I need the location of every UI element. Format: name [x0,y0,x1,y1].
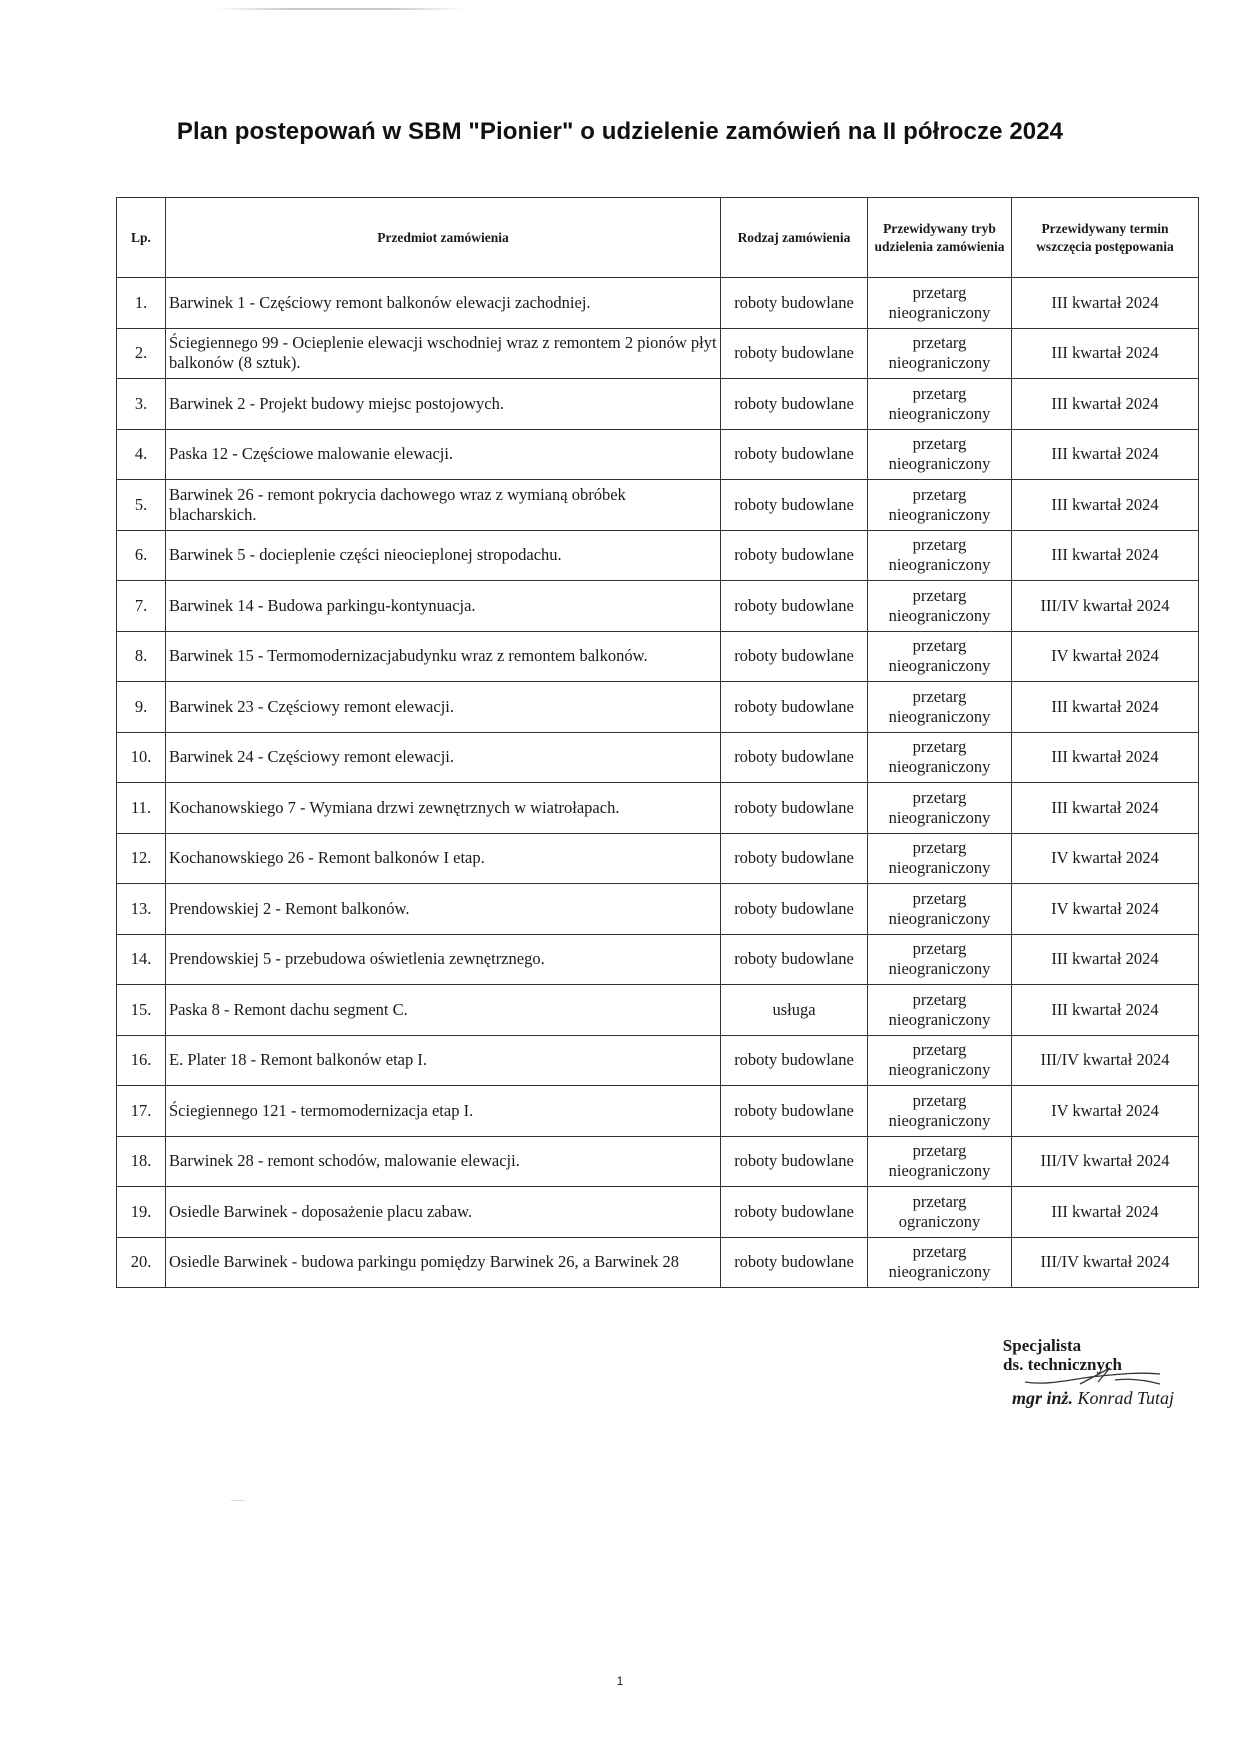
cell-mode [868,682,1012,733]
cell-subject: Ściegiennego 99 - Ocieplenie elewacji wschodniej wraz z remontem 2 pionów płyt balkonów (8 sztuk). [166,328,721,379]
cell-term: III kwartał 2024 [1012,1187,1199,1238]
cell-subject: Prendowskiej 2 - Remont balkonów. [166,884,721,935]
mode-line2: nieograniczony [888,1161,991,1181]
procurement-plan-table [116,197,1199,1288]
cell-mode [868,1035,1012,1086]
cell-kind: roboty budowlane [721,480,868,531]
cell-mode [868,783,1012,834]
cell-kind: roboty budowlane [721,1237,868,1288]
mode-line2: nieograniczony [888,504,991,524]
header-subject: Przedmiot zamówienia [166,198,721,278]
handwritten-signature [1020,1360,1170,1390]
cell-kind: roboty budowlane [721,732,868,783]
mode-line1: przetarg [912,282,967,302]
table-row [117,328,1199,379]
cell-lp: 7. [117,581,166,632]
mode-line1: przetarg [912,787,967,807]
cell-subject: Kochanowskiego 26 - Remont balkonów I etap. [166,833,721,884]
cell-term: III kwartał 2024 [1012,429,1199,480]
cell-lp: 10. [117,732,166,783]
table-row [117,783,1199,834]
cell-mode [868,833,1012,884]
cell-mode [868,732,1012,783]
cell-term: III kwartał 2024 [1012,530,1199,581]
cell-term: IV kwartał 2024 [1012,833,1199,884]
cell-term: IV kwartał 2024 [1012,884,1199,935]
cell-kind: roboty budowlane [721,1086,868,1137]
cell-kind: roboty budowlane [721,934,868,985]
scan-artifact-line [215,8,465,10]
signature-name-text: Konrad Tutaj [1077,1388,1174,1408]
cell-mode [868,328,1012,379]
cell-term: III kwartał 2024 [1012,934,1199,985]
cell-kind: roboty budowlane [721,530,868,581]
table-row [117,934,1199,985]
cell-mode [868,1187,1012,1238]
table-row [117,1187,1199,1238]
table-row [117,1237,1199,1288]
mode-line1: przetarg [912,888,967,908]
mode-line1: przetarg [912,1040,967,1060]
mode-line1: przetarg [912,535,967,555]
cell-lp: 18. [117,1136,166,1187]
mode-line2: nieograniczony [888,959,991,979]
mode-line1: przetarg [912,989,967,1009]
cell-lp: 5. [117,480,166,531]
mode-line2: nieograniczony [888,1009,991,1029]
table-body [117,278,1199,1288]
mode-line2: ograniczony [898,1211,981,1231]
mode-line1: przetarg [912,333,967,353]
cell-lp: 3. [117,379,166,430]
table-header-row [117,198,1199,278]
mode-line2: nieograniczony [888,858,991,878]
cell-mode [868,631,1012,682]
cell-term: III kwartał 2024 [1012,379,1199,430]
cell-term: III kwartał 2024 [1012,480,1199,531]
mode-line2: nieograniczony [888,403,991,423]
cell-mode [868,1136,1012,1187]
mode-line1: przetarg [912,939,967,959]
cell-subject: Barwinek 24 - Częściowy remont elewacji. [166,732,721,783]
cell-kind: roboty budowlane [721,278,868,329]
cell-subject: Barwinek 2 - Projekt budowy miejsc postojowych. [166,379,721,430]
cell-subject: Barwinek 23 - Częściowy remont elewacji. [166,682,721,733]
mode-line2: nieograniczony [888,302,991,322]
table-row [117,278,1199,329]
table-row [117,581,1199,632]
cell-lp: 19. [117,1187,166,1238]
cell-kind: usługa [721,985,868,1036]
mode-line1: przetarg [912,636,967,656]
table-row [117,1086,1199,1137]
cell-term: III kwartał 2024 [1012,328,1199,379]
cell-lp: 9. [117,682,166,733]
mode-line1: przetarg [912,737,967,757]
cell-kind: roboty budowlane [721,833,868,884]
table-row [117,985,1199,1036]
cell-kind: roboty budowlane [721,379,868,430]
cell-term: III kwartał 2024 [1012,783,1199,834]
cell-subject: Ściegiennego 121 - termomodernizacja etap I. [166,1086,721,1137]
mode-line2: nieograniczony [888,555,991,575]
cell-kind: roboty budowlane [721,1187,868,1238]
mode-line2: nieograniczony [888,353,991,373]
cell-subject: Barwinek 28 - remont schodów, malowanie elewacji. [166,1136,721,1187]
cell-lp: 8. [117,631,166,682]
cell-subject: Barwinek 1 - Częściowy remont balkonów elewacji zachodniej. [166,278,721,329]
cell-mode [868,278,1012,329]
cell-lp: 12. [117,833,166,884]
cell-lp: 6. [117,530,166,581]
mode-line1: przetarg [912,585,967,605]
cell-mode [868,985,1012,1036]
table-row [117,480,1199,531]
mode-line2: nieograniczony [888,656,991,676]
page-title: Plan postepowań w SBM "Pionier" o udzielenie zamówień na II półrocze 2024 [176,118,1064,145]
cell-lp: 13. [117,884,166,935]
cell-kind: roboty budowlane [721,783,868,834]
mode-line2: nieograniczony [888,605,991,625]
cell-subject: Paska 8 - Remont dachu segment C. [166,985,721,1036]
cell-mode [868,581,1012,632]
mode-line1: przetarg [912,383,967,403]
cell-mode [868,480,1012,531]
mode-line2: nieograniczony [888,706,991,726]
mode-line2: nieograniczony [888,1060,991,1080]
cell-lp: 20. [117,1237,166,1288]
cell-subject: Osiedle Barwinek - budowa parkingu pomiędzy Barwinek 26, a Barwinek 28 [166,1237,721,1288]
cell-subject: Barwinek 15 - Termomodernizacjabudynku wraz z remontem balkonów. [166,631,721,682]
scan-speck [231,1500,245,1501]
cell-kind: roboty budowlane [721,429,868,480]
table-row [117,379,1199,430]
cell-kind: roboty budowlane [721,581,868,632]
cell-term: III kwartał 2024 [1012,278,1199,329]
cell-mode [868,934,1012,985]
cell-kind: roboty budowlane [721,1136,868,1187]
table-row [117,833,1199,884]
cell-lp: 1. [117,278,166,329]
cell-kind: roboty budowlane [721,1035,868,1086]
header-kind: Rodzaj zamówienia [721,198,868,278]
signature-name [1012,1388,1174,1409]
cell-subject: Paska 12 - Częściowe malowanie elewacji. [166,429,721,480]
mode-line2: nieograniczony [888,1262,991,1282]
cell-subject: Osiedle Barwinek - doposażenie placu zabaw. [166,1187,721,1238]
table-row [117,429,1199,480]
mode-line1: przetarg [912,1191,967,1211]
cell-lp: 11. [117,783,166,834]
header-lp: Lp. [117,198,166,278]
cell-term: III/IV kwartał 2024 [1012,1237,1199,1288]
mode-line2: nieograniczony [888,757,991,777]
mode-line1: przetarg [912,434,967,454]
signature-role-line2: ds. technicznych [1003,1355,1122,1374]
cell-term: III/IV kwartał 2024 [1012,581,1199,632]
cell-lp: 14. [117,934,166,985]
cell-lp: 16. [117,1035,166,1086]
page-number: 1 [616,1674,624,1688]
header-term: Przewidywany termin wszczęcia postępowania [1012,198,1199,278]
mode-line2: nieograniczony [888,1110,991,1130]
cell-kind: roboty budowlane [721,328,868,379]
cell-lp: 2. [117,328,166,379]
mode-line2: nieograniczony [888,807,991,827]
cell-mode [868,1086,1012,1137]
cell-subject: Barwinek 5 - docieplenie części nieocieplonej stropodachu. [166,530,721,581]
mode-line1: przetarg [912,484,967,504]
cell-mode [868,379,1012,430]
cell-lp: 15. [117,985,166,1036]
cell-term: III/IV kwartał 2024 [1012,1035,1199,1086]
cell-kind: roboty budowlane [721,682,868,733]
cell-subject: Barwinek 26 - remont pokrycia dachowego wraz z wymianą obróbek blacharskich. [166,480,721,531]
cell-term: III kwartał 2024 [1012,985,1199,1036]
cell-kind: roboty budowlane [721,884,868,935]
cell-term: IV kwartał 2024 [1012,631,1199,682]
mode-line1: przetarg [912,838,967,858]
mode-line2: nieograniczony [888,454,991,474]
cell-lp: 17. [117,1086,166,1137]
cell-subject: Kochanowskiego 7 - Wymiana drzwi zewnętrznych w wiatrołapach. [166,783,721,834]
cell-mode [868,1237,1012,1288]
cell-subject: Barwinek 14 - Budowa parkingu-kontynuacja. [166,581,721,632]
cell-mode [868,530,1012,581]
cell-subject: E. Plater 18 - Remont balkonów etap I. [166,1035,721,1086]
table-row [117,884,1199,935]
cell-kind: roboty budowlane [721,631,868,682]
table-row [117,530,1199,581]
cell-term: III kwartał 2024 [1012,732,1199,783]
mode-line2: nieograniczony [888,908,991,928]
header-mode: Przewidywany tryb udzielenia zamówienia [868,198,1012,278]
table-row [117,682,1199,733]
table-row [117,732,1199,783]
mode-line1: przetarg [912,686,967,706]
mode-line1: przetarg [912,1141,967,1161]
table-row [117,631,1199,682]
mode-line1: przetarg [912,1242,967,1262]
table-row [117,1035,1199,1086]
signature-role-line1: Specjalista [1002,1336,1082,1355]
cell-subject: Prendowskiej 5 - przebudowa oświetlenia zewnętrznego. [166,934,721,985]
mode-line1: przetarg [912,1090,967,1110]
cell-lp: 4. [117,429,166,480]
cell-mode [868,884,1012,935]
cell-term: IV kwartał 2024 [1012,1086,1199,1137]
signature-name-prefix: mgr inż. [1011,1388,1073,1408]
cell-mode [868,429,1012,480]
cell-term: III kwartał 2024 [1012,682,1199,733]
table-row [117,1136,1199,1187]
cell-term: III/IV kwartał 2024 [1012,1136,1199,1187]
